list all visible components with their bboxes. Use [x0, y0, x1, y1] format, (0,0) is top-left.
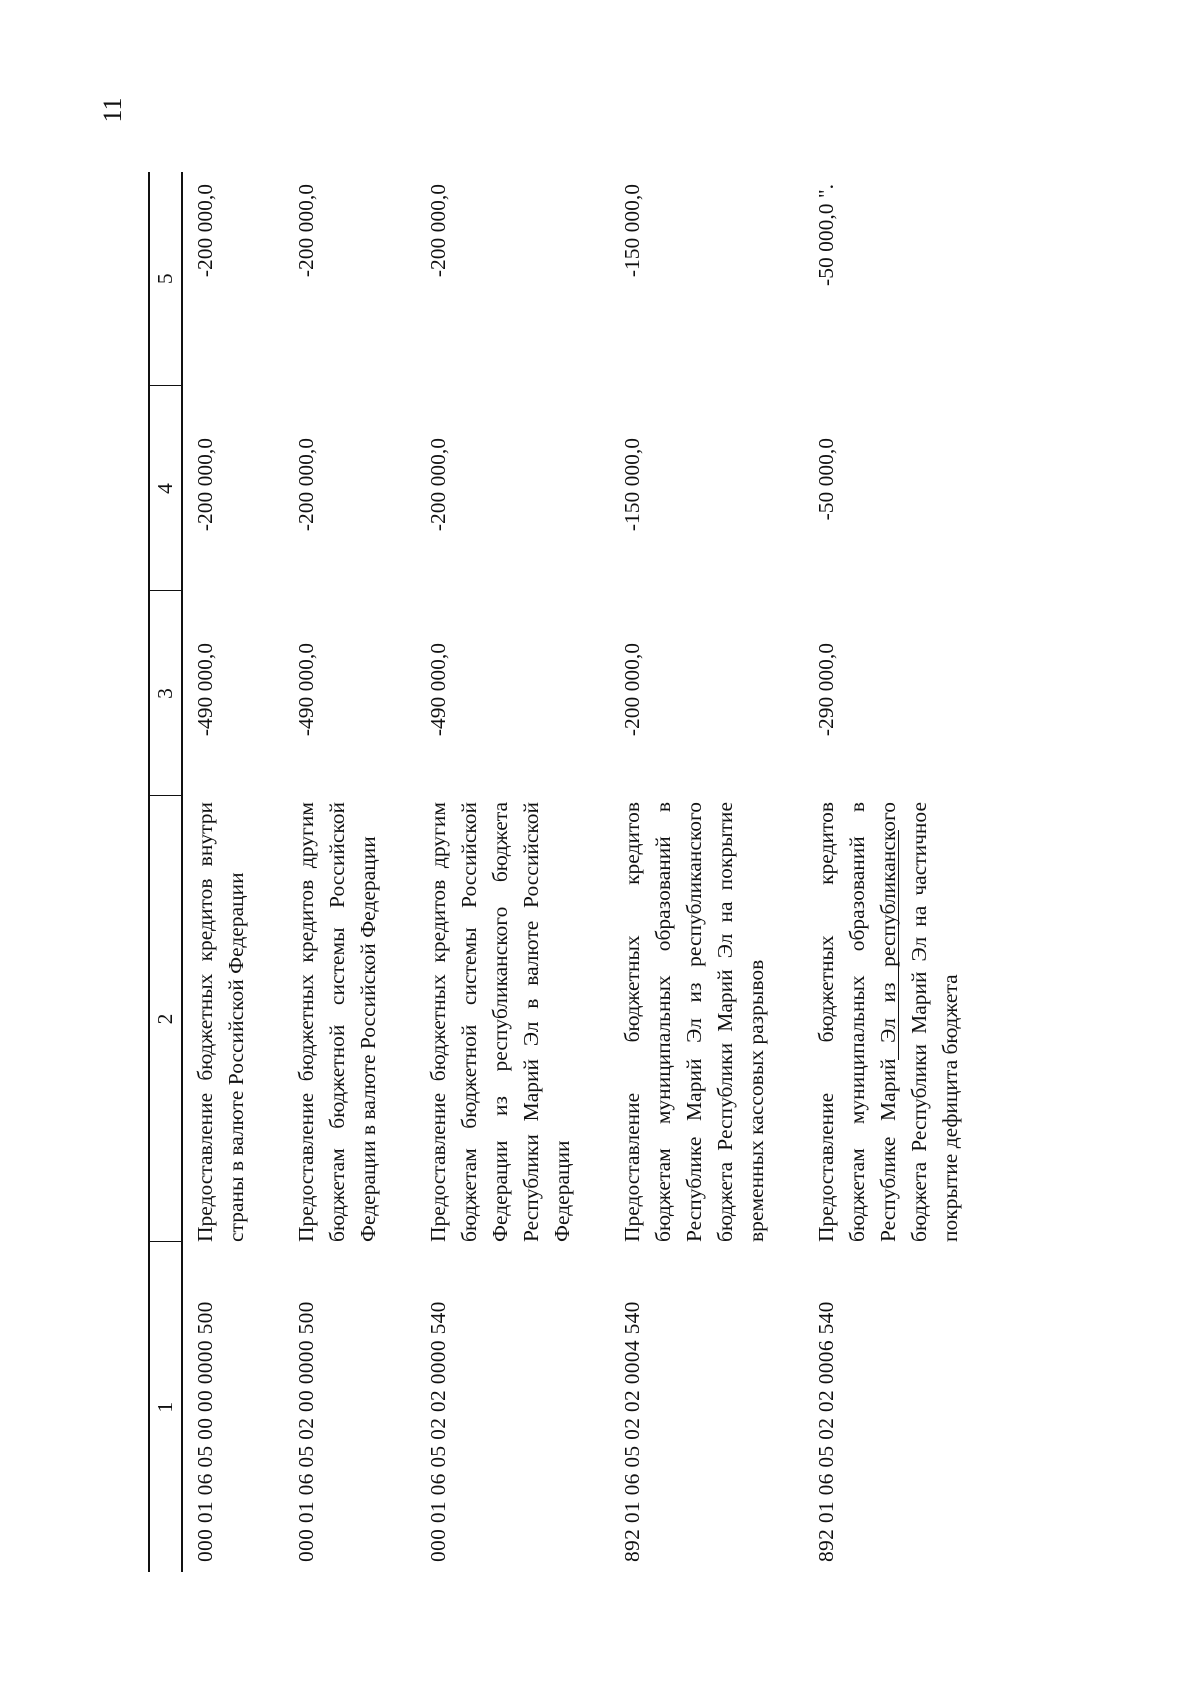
closing-rule	[898, 830, 899, 1060]
amount-cell-3: -200 000,0	[620, 643, 644, 737]
table-body	[182, 172, 998, 1572]
description-cell: Предоставление бюджетных кредитов бюджетам муниципальных образований в Республике Марий Эл из республиканского бюджета Республики Марий Эл на покрытие временных кассовых разрывов	[620, 802, 768, 1242]
budget-code-cell: 000 01 06 05 00 00 0000 500	[193, 1301, 217, 1562]
description-cell: Предоставление бюджетных кредитов бюджетам муниципальных образований в Республике Марий Эл из республиканского бюджета Республики Марий Эл на частичное покрытие дефицита бюджета	[814, 802, 962, 1242]
description-cell: Предоставление бюджетных кредитов другим бюджетам бюджетной системы Российской Федерации из республиканского бюджета Республики Марий Эл в валюте Российской Федерации	[426, 802, 574, 1242]
amount-cell-3: -290 000,0	[814, 643, 838, 737]
column-header-3: 3	[149, 591, 182, 796]
rotated-table-area	[148, 152, 962, 1592]
amount-cell-4: -200 000,0	[193, 438, 217, 532]
description-cell: Предоставление бюджетных кредитов внутри страны в валюте Российской Федерации	[193, 802, 248, 1242]
amount-cell-5: -200 000,0	[426, 184, 450, 278]
description-cell: Предоставление бюджетных кредитов другим бюджетам бюджетной системы Российской Федерации в валюте Российской Федерации	[294, 802, 380, 1242]
table-header-row	[149, 172, 182, 1572]
amount-cell-4: -200 000,0	[294, 438, 318, 532]
table-row	[416, 172, 610, 1572]
table-row	[610, 172, 804, 1572]
amount-cell-4: -50 000,0	[814, 438, 838, 521]
amount-cell-3: -490 000,0	[294, 643, 318, 737]
column-header-1: 1	[149, 1242, 182, 1572]
amount-cell-4: -200 000,0	[426, 438, 450, 532]
budget-code-cell: 892 01 06 05 02 02 0004 540	[620, 1301, 644, 1562]
amount-cell-3: -490 000,0	[193, 643, 217, 737]
table-row	[284, 172, 416, 1572]
amount-cell-5: -200 000,0	[294, 184, 318, 278]
table-row	[182, 172, 284, 1572]
column-header-5: 5	[149, 172, 182, 386]
table-row	[804, 172, 998, 1572]
amount-cell-4: -150 000,0	[620, 438, 644, 532]
amount-cell-5: -50 000,0 ".	[814, 184, 838, 286]
column-header-2: 2	[149, 796, 182, 1242]
page-number: 11	[98, 97, 127, 123]
amount-cell-5: -200 000,0	[193, 184, 217, 278]
budget-code-cell: 000 01 06 05 02 02 0000 540	[426, 1301, 450, 1562]
amount-cell-5: -150 000,0	[620, 184, 644, 278]
budget-table	[148, 172, 998, 1572]
budget-code-cell: 892 01 06 05 02 02 0006 540	[814, 1301, 838, 1562]
column-header-4: 4	[149, 386, 182, 591]
budget-code-cell: 000 01 06 05 02 00 0000 500	[294, 1301, 318, 1562]
amount-cell-3: -490 000,0	[426, 643, 450, 737]
